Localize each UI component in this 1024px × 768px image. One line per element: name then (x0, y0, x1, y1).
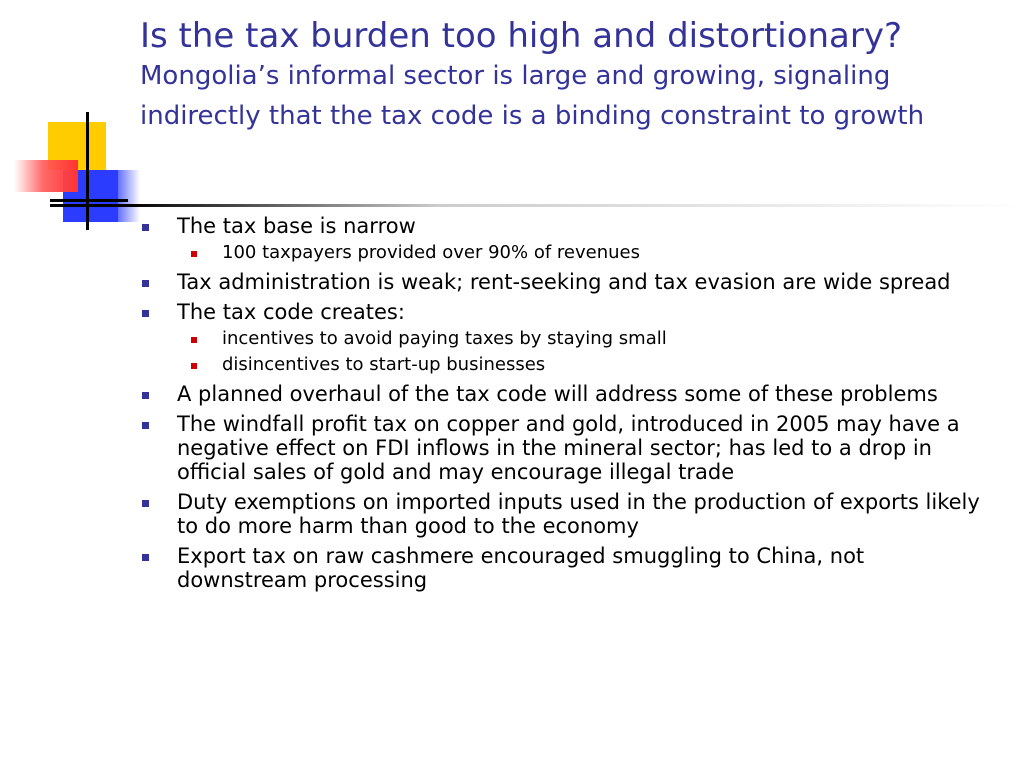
bullet-text: Duty exemptions on imported inputs used in the production of exports likely to do more harm than good to the economy (177, 490, 980, 538)
bullet-text: Tax administration is weak; rent-seeking and tax evasion are wide spread (177, 270, 951, 294)
bullet-text: Export tax on raw cashmere encouraged smuggling to China, not downstream processing (177, 544, 865, 592)
bullet-item (140, 300, 1000, 376)
bullet-text: The tax code creates: (177, 300, 405, 324)
bullet-item (140, 382, 1000, 406)
blue-fade (110, 170, 140, 222)
bullet-item (140, 490, 1000, 538)
horizontal-black-line (50, 199, 128, 202)
sub-bullet-list (177, 328, 1000, 376)
bullet-item (140, 270, 1000, 294)
vertical-black-line (86, 112, 89, 230)
slide-title-block (140, 16, 1000, 136)
bullet-text: The tax base is narrow (177, 214, 416, 238)
title-separator (50, 204, 1020, 207)
sub-bullet-list (177, 242, 1000, 264)
sub-bullet-item: incentives to avoid paying taxes by staying small (177, 328, 1000, 350)
red-gradient-bar (14, 160, 78, 192)
sub-bullet-item: disincentives to start-up businesses (177, 354, 1000, 376)
bullet-text: The windfall profit tax on copper and gold, introduced in 2005 may have a negative effect on FDI inflows in the mineral sector; has led to a drop in official sales of gold and may encourage illegal trade (177, 412, 960, 484)
slide-subtitle: Mongolia’s informal sector is large and growing, signaling indirectly that the tax code is a binding constraint to growth (140, 61, 925, 131)
bullet-item (140, 544, 1000, 592)
slide-content (140, 214, 1000, 598)
bullet-text: A planned overhaul of the tax code will address some of these problems (177, 382, 938, 406)
bullet-item (140, 412, 1000, 484)
sub-bullet-item: 100 taxpayers provided over 90% of revenues (177, 242, 1000, 264)
bullet-list (140, 214, 1000, 592)
slide-title: Is the tax burden too high and distortionary? (140, 16, 903, 56)
bullet-item (140, 214, 1000, 264)
